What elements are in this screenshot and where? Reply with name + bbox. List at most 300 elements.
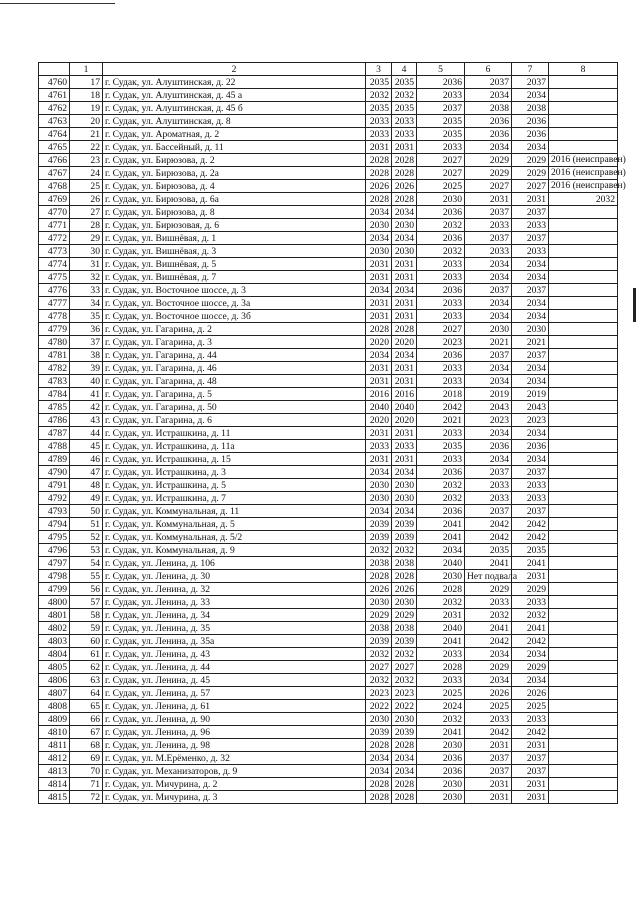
col-7-cell: 2038 (512, 102, 549, 115)
col-3-cell: 2026 (366, 180, 392, 193)
row-num-cell: 61 (70, 648, 103, 661)
col-4-cell: 2030 (392, 492, 417, 505)
col-8-cell (549, 570, 618, 583)
col-3-cell: 2028 (366, 167, 392, 180)
col-6-cell: 2031 (465, 778, 512, 791)
table-row (39, 284, 618, 297)
col-5-cell: 2036 (417, 206, 465, 219)
col-8-cell (549, 297, 618, 310)
row-id-cell: 4782 (39, 362, 70, 375)
col-5-cell: 2041 (417, 531, 465, 544)
col-3-cell: 2033 (366, 440, 392, 453)
address-cell: г. Судак, ул. Вишнёвая, д. 1 (103, 232, 366, 245)
row-num-cell: 33 (70, 284, 103, 297)
row-num-cell: 48 (70, 479, 103, 492)
col-7-cell: 2042 (512, 531, 549, 544)
table-row (39, 466, 618, 479)
row-num-cell: 18 (70, 89, 103, 102)
address-cell: г. Судак, ул. Ленина, д. 32 (103, 583, 366, 596)
table-row (39, 492, 618, 505)
col-3-cell: 2031 (366, 310, 392, 323)
table-row (39, 258, 618, 271)
row-num-cell: 35 (70, 310, 103, 323)
col-7-cell: 2037 (512, 466, 549, 479)
col-5-cell: 2036 (417, 284, 465, 297)
table-row (39, 557, 618, 570)
col-7-cell: 2033 (512, 492, 549, 505)
col-4-cell: 2031 (392, 453, 417, 466)
table-row (39, 232, 618, 245)
row-id-cell: 4805 (39, 661, 70, 674)
col-4-cell: 2039 (392, 531, 417, 544)
col-6-cell: 2042 (465, 518, 512, 531)
col-7-cell: 2037 (512, 284, 549, 297)
col-4-cell: 2031 (392, 375, 417, 388)
row-id-cell: 4776 (39, 284, 70, 297)
col-3-cell: 2028 (366, 193, 392, 206)
col-6-cell: 2029 (465, 661, 512, 674)
col-4-cell: 2030 (392, 713, 417, 726)
col-5-cell: 2033 (417, 310, 465, 323)
col-8-cell: 2016 (неисправен) (549, 167, 618, 180)
address-cell: г. Судак, ул. Гагарина, д. 3 (103, 336, 366, 349)
col-6-cell: 2034 (465, 648, 512, 661)
col-7-cell: 2041 (512, 557, 549, 570)
col-5-cell: 2027 (417, 167, 465, 180)
row-num-cell: 68 (70, 739, 103, 752)
col-6-cell: 2033 (465, 479, 512, 492)
row-num-cell: 49 (70, 492, 103, 505)
col-3-cell: 2020 (366, 336, 392, 349)
table-row (39, 440, 618, 453)
col-4-cell: 2028 (392, 193, 417, 206)
col-6-cell: Нет подвала (465, 570, 512, 583)
header-col-3: 3 (366, 63, 392, 76)
col-5-cell: 2033 (417, 258, 465, 271)
row-num-cell: 32 (70, 271, 103, 284)
address-cell: г. Судак, ул. Ароматная, д. 2 (103, 128, 366, 141)
col-3-cell: 2031 (366, 362, 392, 375)
col-5-cell: 2023 (417, 336, 465, 349)
col-5-cell: 2032 (417, 219, 465, 232)
col-4-cell: 2029 (392, 609, 417, 622)
col-8-cell: 2016 (неисправен) (549, 180, 618, 193)
address-cell: г. Судак, ул. Истрашкина, д. 5 (103, 479, 366, 492)
col-6-cell: 2037 (465, 349, 512, 362)
col-4-cell: 2031 (392, 427, 417, 440)
table-row (39, 167, 618, 180)
header-col-4: 4 (392, 63, 417, 76)
row-id-cell: 4773 (39, 245, 70, 258)
row-id-cell: 4768 (39, 180, 70, 193)
col-3-cell: 2030 (366, 713, 392, 726)
address-cell: г. Судак, ул. Ленина, д. 96 (103, 726, 366, 739)
table-row (39, 505, 618, 518)
row-num-cell: 54 (70, 557, 103, 570)
col-5-cell: 2025 (417, 180, 465, 193)
col-7-cell: 2037 (512, 232, 549, 245)
col-8-cell (549, 440, 618, 453)
col-4-cell: 2028 (392, 323, 417, 336)
table-row (39, 245, 618, 258)
row-id-cell: 4761 (39, 89, 70, 102)
col-3-cell: 2030 (366, 245, 392, 258)
col-4-cell: 2031 (392, 362, 417, 375)
col-3-cell: 2031 (366, 453, 392, 466)
col-6-cell: 2031 (465, 739, 512, 752)
table-row (39, 635, 618, 648)
address-cell: г. Судак, ул. Алуштинская, д. 45 б (103, 102, 366, 115)
col-3-cell: 2034 (366, 505, 392, 518)
col-8-cell (549, 661, 618, 674)
col-5-cell: 2036 (417, 349, 465, 362)
col-8-cell (549, 219, 618, 232)
row-id-cell: 4762 (39, 102, 70, 115)
address-cell: г. Судак, ул. Бирюзовая, д. 6 (103, 219, 366, 232)
col-7-cell: 2042 (512, 635, 549, 648)
row-num-cell: 64 (70, 687, 103, 700)
row-num-cell: 43 (70, 414, 103, 427)
table-row (39, 219, 618, 232)
col-5-cell: 2033 (417, 453, 465, 466)
address-cell: г. Судак, ул. Коммунальная, д. 11 (103, 505, 366, 518)
row-id-cell: 4766 (39, 154, 70, 167)
row-id-cell: 4777 (39, 297, 70, 310)
table-row (39, 648, 618, 661)
table-row (39, 596, 618, 609)
col-6-cell: 2033 (465, 596, 512, 609)
row-num-cell: 50 (70, 505, 103, 518)
col-8-cell (549, 349, 618, 362)
col-6-cell: 2037 (465, 206, 512, 219)
col-5-cell: 2032 (417, 596, 465, 609)
col-5-cell: 2041 (417, 635, 465, 648)
table-row (39, 726, 618, 739)
col-3-cell: 2039 (366, 531, 392, 544)
row-num-cell: 63 (70, 674, 103, 687)
row-id-cell: 4789 (39, 453, 70, 466)
col-8-cell (549, 492, 618, 505)
col-8-cell (549, 206, 618, 219)
row-id-cell: 4808 (39, 700, 70, 713)
col-7-cell: 2029 (512, 661, 549, 674)
header-col-6: 6 (465, 63, 512, 76)
table-row (39, 622, 618, 635)
col-5-cell: 2033 (417, 648, 465, 661)
row-id-cell: 4814 (39, 778, 70, 791)
col-6-cell: 2037 (465, 232, 512, 245)
col-5-cell: 2041 (417, 726, 465, 739)
row-num-cell: 17 (70, 76, 103, 89)
col-7-cell: 2037 (512, 505, 549, 518)
address-cell: г. Судак, ул. Механизаторов, д. 9 (103, 765, 366, 778)
col-4-cell: 2038 (392, 622, 417, 635)
col-5-cell: 2036 (417, 466, 465, 479)
address-cell: г. Судак, ул. Алуштинская, д. 22 (103, 76, 366, 89)
col-6-cell: 2042 (465, 531, 512, 544)
col-4-cell: 2031 (392, 297, 417, 310)
col-5-cell: 2033 (417, 362, 465, 375)
col-5-cell: 2035 (417, 440, 465, 453)
col-5-cell: 2031 (417, 609, 465, 622)
col-8-cell (549, 778, 618, 791)
col-8-cell (549, 271, 618, 284)
col-6-cell: 2034 (465, 375, 512, 388)
col-6-cell: 2037 (465, 466, 512, 479)
col-3-cell: 2033 (366, 128, 392, 141)
col-8-cell (549, 232, 618, 245)
col-8-cell: 2016 (неисправен) (549, 154, 618, 167)
col-5-cell: 2027 (417, 154, 465, 167)
col-6-cell: 2037 (465, 765, 512, 778)
row-num-cell: 19 (70, 102, 103, 115)
col-6-cell: 2042 (465, 635, 512, 648)
col-8-cell (549, 518, 618, 531)
row-id-cell: 4774 (39, 258, 70, 271)
table-row (39, 778, 618, 791)
row-num-cell: 47 (70, 466, 103, 479)
row-id-cell: 4779 (39, 323, 70, 336)
col-8-cell (549, 466, 618, 479)
col-4-cell: 2033 (392, 440, 417, 453)
address-cell: г. Судак, ул. Гагарина, д. 50 (103, 401, 366, 414)
col-3-cell: 2035 (366, 76, 392, 89)
col-4-cell: 2034 (392, 284, 417, 297)
address-cell: г. Судак, ул. Вишнёвая, д. 5 (103, 258, 366, 271)
col-3-cell: 2031 (366, 297, 392, 310)
col-3-cell: 2038 (366, 622, 392, 635)
col-8-cell (549, 427, 618, 440)
col-4-cell: 2039 (392, 635, 417, 648)
col-4-cell: 2035 (392, 76, 417, 89)
row-num-cell: 29 (70, 232, 103, 245)
col-8-cell (549, 713, 618, 726)
col-4-cell: 2028 (392, 570, 417, 583)
row-id-cell: 4793 (39, 505, 70, 518)
col-7-cell: 2031 (512, 778, 549, 791)
row-id-cell: 4783 (39, 375, 70, 388)
col-6-cell: 2033 (465, 245, 512, 258)
col-8-cell (549, 115, 618, 128)
col-8-cell (549, 76, 618, 89)
table-row (39, 297, 618, 310)
row-id-cell: 4792 (39, 492, 70, 505)
col-4-cell: 2034 (392, 206, 417, 219)
col-6-cell: 2026 (465, 687, 512, 700)
col-3-cell: 2040 (366, 401, 392, 414)
table-row (39, 362, 618, 375)
row-id-cell: 4765 (39, 141, 70, 154)
col-8-cell: 2032 (549, 193, 618, 206)
address-cell: г. Судак, ул. Гагарина, д. 48 (103, 375, 366, 388)
col-5-cell: 2042 (417, 401, 465, 414)
col-4-cell: 2034 (392, 349, 417, 362)
col-4-cell: 2028 (392, 154, 417, 167)
table-row (39, 674, 618, 687)
col-7-cell: 2037 (512, 765, 549, 778)
row-id-cell: 4795 (39, 531, 70, 544)
table-row (39, 89, 618, 102)
row-num-cell: 71 (70, 778, 103, 791)
col-4-cell: 2023 (392, 687, 417, 700)
col-3-cell: 2032 (366, 648, 392, 661)
row-id-cell: 4811 (39, 739, 70, 752)
header-col-1: 1 (70, 63, 103, 76)
table-row (39, 180, 618, 193)
col-3-cell: 2020 (366, 414, 392, 427)
table-row (39, 375, 618, 388)
col-5-cell: 2036 (417, 76, 465, 89)
col-7-cell: 2033 (512, 219, 549, 232)
row-id-cell: 4769 (39, 193, 70, 206)
col-5-cell: 2041 (417, 518, 465, 531)
table-row (39, 713, 618, 726)
header-col-7: 7 (512, 63, 549, 76)
table-row (39, 310, 618, 323)
row-num-cell: 60 (70, 635, 103, 648)
row-num-cell: 41 (70, 388, 103, 401)
address-cell: г. Судак, ул. Ленина, д. 45 (103, 674, 366, 687)
col-4-cell: 2030 (392, 596, 417, 609)
top-rule (0, 3, 115, 4)
col-7-cell: 2043 (512, 401, 549, 414)
row-num-cell: 26 (70, 193, 103, 206)
table-row (39, 206, 618, 219)
col-7-cell: 2034 (512, 141, 549, 154)
col-5-cell: 2035 (417, 115, 465, 128)
address-cell: г. Судак, ул. Ленина, д. 90 (103, 713, 366, 726)
col-7-cell: 2021 (512, 336, 549, 349)
row-num-cell: 38 (70, 349, 103, 362)
col-8-cell (549, 414, 618, 427)
col-3-cell: 2026 (366, 583, 392, 596)
col-5-cell: 2033 (417, 141, 465, 154)
col-3-cell: 2031 (366, 258, 392, 271)
col-7-cell: 2041 (512, 622, 549, 635)
col-4-cell: 2031 (392, 258, 417, 271)
col-8-cell (549, 596, 618, 609)
col-7-cell: 2029 (512, 583, 549, 596)
col-4-cell: 2031 (392, 310, 417, 323)
address-cell: г. Судак, ул. Бирюзова, д. 2 (103, 154, 366, 167)
col-6-cell: 2036 (465, 128, 512, 141)
col-6-cell: 2027 (465, 180, 512, 193)
address-cell: г. Судак, ул. Коммунальная, д. 5 (103, 518, 366, 531)
col-4-cell: 2031 (392, 141, 417, 154)
col-4-cell: 2028 (392, 778, 417, 791)
address-cell: г. Судак, ул. Восточное шоссе, д. 3 (103, 284, 366, 297)
col-5-cell: 2036 (417, 752, 465, 765)
col-8-cell (549, 89, 618, 102)
address-cell: г. Судак, ул. Бирюзова, д. 4 (103, 180, 366, 193)
row-num-cell: 37 (70, 336, 103, 349)
col-7-cell: 2042 (512, 726, 549, 739)
header-col-5: 5 (417, 63, 465, 76)
address-cell: г. Судак, ул. Мичурина, д. 3 (103, 791, 366, 804)
col-4-cell: 2026 (392, 583, 417, 596)
col-6-cell: 2036 (465, 115, 512, 128)
address-cell: г. Судак, ул. М.Ерёменко, д. 32 (103, 752, 366, 765)
col-3-cell: 2038 (366, 557, 392, 570)
col-8-cell (549, 752, 618, 765)
row-id-cell: 4771 (39, 219, 70, 232)
row-id-cell: 4775 (39, 271, 70, 284)
address-cell: г. Судак, ул. Ленина, д. 33 (103, 596, 366, 609)
header-col-0 (39, 63, 70, 76)
row-num-cell: 52 (70, 531, 103, 544)
col-6-cell: 2037 (465, 284, 512, 297)
table-row (39, 427, 618, 440)
col-3-cell: 2028 (366, 570, 392, 583)
row-id-cell: 4796 (39, 544, 70, 557)
col-7-cell: 2030 (512, 323, 549, 336)
col-8-cell (549, 375, 618, 388)
col-8-cell (549, 284, 618, 297)
col-4-cell: 2030 (392, 245, 417, 258)
table-row (39, 609, 618, 622)
col-4-cell: 2033 (392, 115, 417, 128)
col-3-cell: 2023 (366, 687, 392, 700)
row-id-cell: 4809 (39, 713, 70, 726)
address-cell: г. Судак, ул. Ленина, д. 35 (103, 622, 366, 635)
address-cell: г. Судак, ул. Ленина, д. 98 (103, 739, 366, 752)
row-num-cell: 56 (70, 583, 103, 596)
address-cell: г. Судак, ул. Ленина, д. 61 (103, 700, 366, 713)
address-cell: г. Судак, ул. Алуштинская, д. 8 (103, 115, 366, 128)
col-7-cell: 2027 (512, 180, 549, 193)
col-4-cell: 2020 (392, 336, 417, 349)
table-row (39, 531, 618, 544)
col-5-cell: 2028 (417, 661, 465, 674)
row-id-cell: 4767 (39, 167, 70, 180)
row-num-cell: 42 (70, 401, 103, 414)
col-4-cell: 2035 (392, 102, 417, 115)
col-7-cell: 2031 (512, 570, 549, 583)
col-7-cell: 2025 (512, 700, 549, 713)
table-row (39, 687, 618, 700)
address-cell: г. Судак, ул. Истрашкина, д. 3 (103, 466, 366, 479)
col-3-cell: 2022 (366, 700, 392, 713)
col-8-cell (549, 765, 618, 778)
col-6-cell: 2033 (465, 219, 512, 232)
col-8-cell (549, 622, 618, 635)
table-row (39, 336, 618, 349)
col-4-cell: 2031 (392, 271, 417, 284)
row-num-cell: 55 (70, 570, 103, 583)
row-id-cell: 4812 (39, 752, 70, 765)
row-num-cell: 25 (70, 180, 103, 193)
table-row (39, 570, 618, 583)
col-6-cell: 2030 (465, 323, 512, 336)
address-cell: г. Судак, ул. Ленина, д. 43 (103, 648, 366, 661)
col-6-cell: 2037 (465, 505, 512, 518)
col-6-cell: 2034 (465, 141, 512, 154)
row-id-cell: 4815 (39, 791, 70, 804)
row-num-cell: 28 (70, 219, 103, 232)
col-3-cell: 2031 (366, 427, 392, 440)
col-8-cell (549, 128, 618, 141)
row-num-cell: 22 (70, 141, 103, 154)
col-7-cell: 2034 (512, 310, 549, 323)
col-3-cell: 2029 (366, 609, 392, 622)
row-id-cell: 4799 (39, 583, 70, 596)
col-6-cell: 2034 (465, 674, 512, 687)
row-id-cell: 4787 (39, 427, 70, 440)
col-5-cell: 2030 (417, 193, 465, 206)
col-6-cell: 2042 (465, 726, 512, 739)
address-cell: г. Судак, ул. Бирюзова, д. 8 (103, 206, 366, 219)
col-4-cell: 2034 (392, 466, 417, 479)
